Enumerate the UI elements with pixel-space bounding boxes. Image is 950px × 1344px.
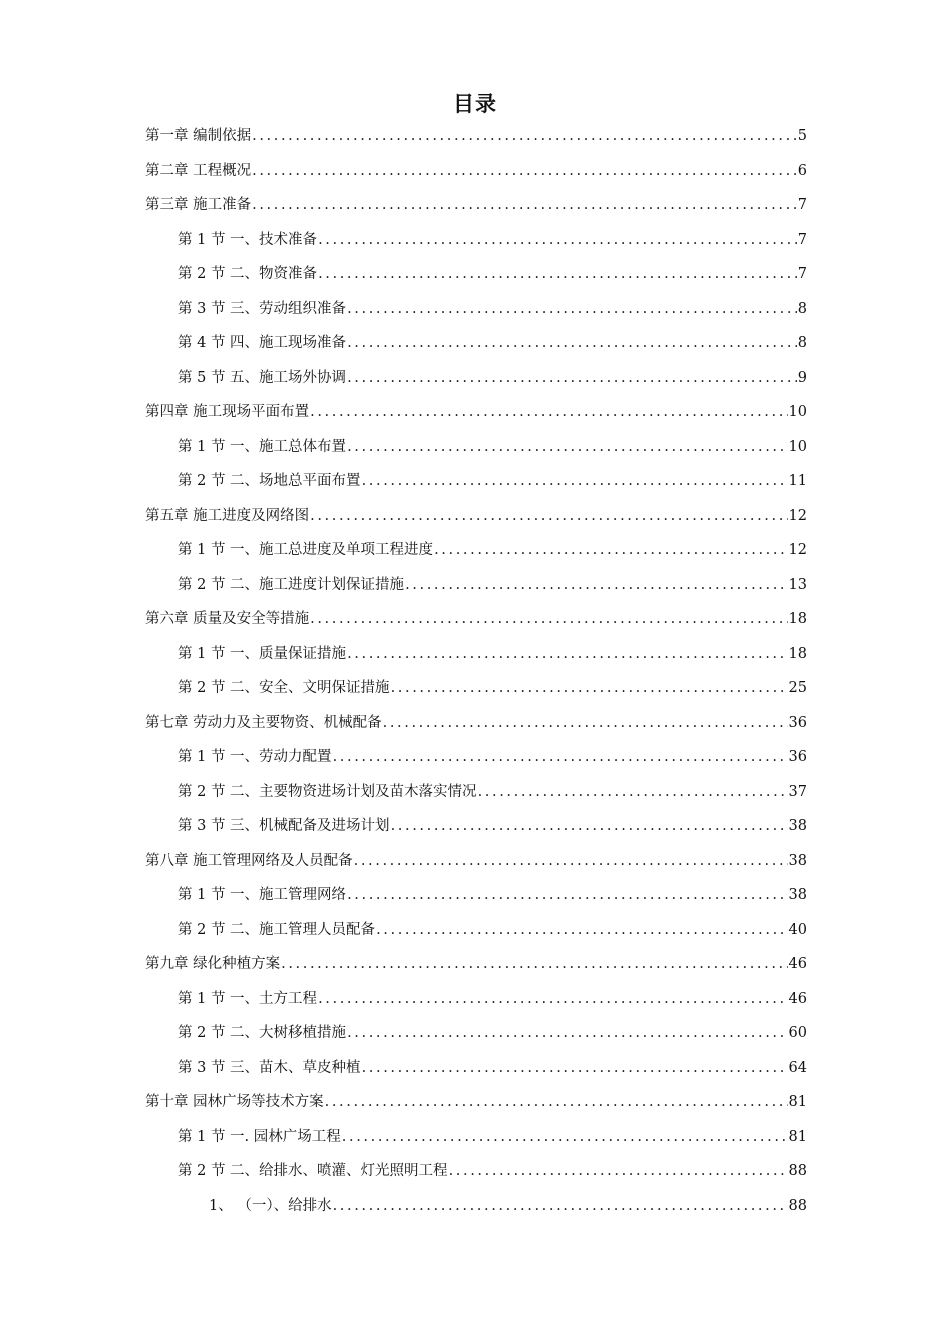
toc-chapter-entry[interactable]	[145, 124, 807, 159]
toc-entry-label: 第 1 节 一、施工管理网络	[178, 887, 347, 903]
toc-entry-page-number: 38	[788, 887, 807, 903]
dot-leader	[347, 1025, 787, 1041]
toc-chapter-entry[interactable]	[145, 504, 807, 539]
toc-section-entry[interactable]	[145, 435, 807, 470]
toc-entry-label: 第 4 节 四、施工现场准备	[178, 335, 347, 351]
toc-section-entry[interactable]	[145, 366, 807, 401]
toc-entry-page-number: 25	[788, 680, 807, 696]
toc-entry-label: 第 1 节 一、施工总体布置	[178, 438, 347, 455]
toc-entry-page-number: 37	[788, 783, 807, 800]
dot-leader	[318, 266, 797, 282]
toc-section-entry[interactable]	[145, 262, 807, 297]
toc-entry-label: 第 3 节 三、机械配备及进场计划	[178, 818, 390, 834]
dot-leader	[347, 439, 787, 455]
toc-entry-label: 第十章 园林广场等技术方案	[145, 1094, 324, 1110]
toc-entry-page-number: 8	[797, 300, 807, 317]
toc-entry-label: 第 2 节 二、场地总平面布置	[178, 473, 361, 489]
toc-section-entry[interactable]	[145, 469, 807, 504]
toc-section-entry[interactable]	[145, 1159, 807, 1194]
toc-section-entry[interactable]	[145, 331, 807, 366]
toc-entry-label: 第 2 节 二、安全、文明保证措施	[178, 680, 390, 696]
toc-entry-label: 第七章 劳动力及主要物资、机械配备	[145, 714, 382, 731]
toc-section-entry[interactable]	[145, 676, 807, 711]
toc-chapter-entry[interactable]	[145, 400, 807, 435]
toc-entry-page-number: 88	[788, 1197, 807, 1214]
dot-leader	[342, 1129, 788, 1145]
toc-entry-page-number: 10	[788, 438, 807, 455]
toc-section-entry[interactable]	[145, 1056, 807, 1091]
toc-entry-page-number: 11	[788, 473, 807, 489]
dot-leader	[405, 577, 787, 593]
dot-leader	[252, 163, 797, 179]
toc-chapter-entry[interactable]	[145, 711, 807, 746]
toc-entry-label: 第 2 节 二、物资准备	[178, 266, 318, 282]
toc-chapter-entry[interactable]	[145, 193, 807, 228]
toc-entry-page-number: 6	[797, 162, 807, 179]
dot-leader	[310, 508, 787, 524]
dot-leader	[391, 680, 788, 696]
toc-section-entry[interactable]	[145, 1021, 807, 1056]
dot-leader	[362, 473, 788, 489]
dot-leader	[434, 542, 787, 558]
dot-leader	[281, 956, 787, 972]
toc-entry-label: 第 5 节 五、施工场外协调	[178, 369, 347, 386]
toc-entry-label: 第 2 节 二、主要物资进场计划及苗木落实情况	[178, 783, 477, 800]
toc-entry-label: 第六章 质量及安全等措施	[145, 611, 310, 627]
dot-leader	[383, 715, 788, 731]
toc-entry-page-number: 18	[788, 645, 807, 662]
toc-entry-label: 第 1 节 一、技术准备	[178, 231, 318, 248]
dot-leader	[347, 887, 787, 903]
toc-entry-label: 第 1 节 一、质量保证措施	[178, 645, 347, 662]
toc-entry-page-number: 10	[788, 404, 807, 420]
toc-entry-label: 第四章 施工现场平面布置	[145, 404, 310, 420]
toc-section-entry[interactable]	[145, 780, 807, 815]
toc-entry-label: 第八章 施工管理网络及人员配备	[145, 852, 353, 869]
dot-leader	[252, 128, 797, 144]
toc-entry-page-number: 81	[788, 1094, 807, 1110]
dot-leader	[347, 301, 797, 317]
toc-chapter-entry[interactable]	[145, 849, 807, 884]
table-of-contents	[145, 124, 807, 1228]
dot-leader	[252, 197, 797, 213]
toc-section-entry[interactable]	[145, 918, 807, 953]
toc-section-entry[interactable]	[145, 228, 807, 263]
toc-entry-page-number: 88	[788, 1163, 807, 1179]
dot-leader	[362, 1060, 788, 1076]
dot-leader	[318, 991, 787, 1007]
toc-entry-page-number: 8	[797, 335, 807, 351]
toc-entry-page-number: 18	[788, 611, 807, 627]
dot-leader	[333, 749, 788, 765]
toc-entry-page-number: 46	[788, 990, 807, 1007]
dot-leader	[347, 370, 797, 386]
toc-section-entry[interactable]	[145, 745, 807, 780]
toc-entry-label: 第 2 节 二、施工进度计划保证措施	[178, 576, 405, 593]
toc-section-entry[interactable]	[145, 297, 807, 332]
toc-entry-page-number: 5	[797, 128, 807, 144]
toc-entry-page-number: 38	[788, 852, 807, 869]
toc-entry-label: 第 1 节 一、土方工程	[178, 990, 318, 1007]
toc-title: 目录	[453, 92, 497, 116]
toc-entry-label: 第二章 工程概况	[145, 162, 252, 179]
toc-entry-page-number: 13	[788, 576, 807, 593]
dot-leader	[318, 232, 797, 248]
toc-entry-page-number: 36	[788, 714, 807, 731]
toc-entry-page-number: 7	[797, 231, 807, 248]
dot-leader	[347, 335, 797, 351]
toc-entry-label: 第一章 编制依据	[145, 128, 252, 144]
dot-leader	[449, 1163, 788, 1179]
toc-chapter-entry[interactable]	[145, 952, 807, 987]
toc-entry-label: 第 1 节 一、施工总进度及单项工程进度	[178, 542, 434, 558]
toc-entry-label: 第 3 节 三、劳动组织准备	[178, 300, 347, 317]
toc-section-entry[interactable]	[145, 1125, 807, 1160]
dot-leader	[333, 1198, 788, 1214]
toc-section-entry[interactable]	[145, 987, 807, 1022]
toc-section-entry[interactable]	[145, 538, 807, 573]
toc-entry-page-number: 12	[788, 507, 807, 524]
toc-section-entry[interactable]	[145, 573, 807, 608]
dot-leader	[354, 853, 788, 869]
toc-entry-label: 第 1 节 一. 园林广场工程	[178, 1128, 341, 1145]
toc-entry-page-number: 81	[788, 1128, 807, 1145]
dot-leader	[310, 611, 787, 627]
toc-chapter-entry[interactable]	[145, 159, 807, 194]
toc-chapter-entry[interactable]	[145, 607, 807, 642]
toc-entry-label: 第 3 节 三、苗木、草皮种植	[178, 1059, 361, 1076]
toc-entry-label: 1、 （一）、给排水	[209, 1197, 332, 1214]
toc-entry-page-number: 7	[797, 197, 807, 213]
toc-section-entry[interactable]	[145, 883, 807, 918]
dot-leader	[478, 784, 788, 800]
dot-leader	[376, 922, 787, 938]
toc-entry-page-number: 40	[788, 921, 807, 938]
dot-leader	[325, 1094, 788, 1110]
toc-entry-page-number: 7	[797, 266, 807, 282]
toc-entry-page-number: 64	[788, 1059, 807, 1076]
toc-subsection-entry[interactable]	[145, 1194, 807, 1229]
toc-entry-page-number: 36	[788, 749, 807, 765]
dot-leader	[310, 404, 787, 420]
toc-entry-page-number: 46	[788, 956, 807, 972]
toc-entry-label: 第 1 节 一、劳动力配置	[178, 749, 332, 765]
toc-entry-label: 第 2 节 二、大树移植措施	[178, 1025, 347, 1041]
toc-entry-label: 第三章 施工准备	[145, 197, 252, 213]
toc-section-entry[interactable]	[145, 642, 807, 677]
toc-entry-page-number: 60	[788, 1025, 807, 1041]
dot-leader	[347, 646, 787, 662]
toc-entry-page-number: 12	[788, 542, 807, 558]
toc-entry-page-number: 38	[788, 818, 807, 834]
toc-entry-label: 第九章 绿化种植方案	[145, 956, 281, 972]
toc-chapter-entry[interactable]	[145, 1090, 807, 1125]
toc-entry-page-number: 9	[797, 369, 807, 386]
dot-leader	[391, 818, 788, 834]
toc-entry-label: 第五章 施工进度及网络图	[145, 507, 310, 524]
toc-entry-label: 第 2 节 二、施工管理人员配备	[178, 921, 376, 938]
toc-entry-label: 第 2 节 二、给排水、喷灌、灯光照明工程	[178, 1163, 448, 1179]
toc-section-entry[interactable]	[145, 814, 807, 849]
